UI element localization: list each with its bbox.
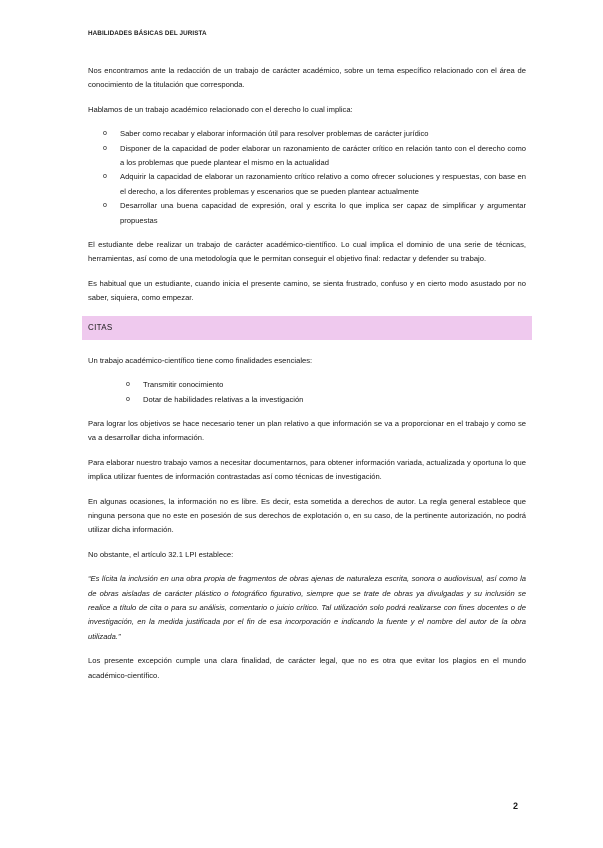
paragraph-student: El estudiante debe realizar un trabajo de carácter académico-científico. Lo cual implica el dominio de una serie de técnicas, herramientas, así como de una metodología que le permitan conseguir el objetivo final: redactar y defender su trabajo. <box>88 240 526 264</box>
paragraph-intro: Nos encontramos ante la redacción de un trabajo de carácter académico, sobre un tema específico relacionado con el área de conocimiento de la titulación que corresponda. <box>88 66 526 90</box>
paragraph-copyright: En algunas ocasiones, la información no es libre. Es decir, esta sometida a derechos de autor. La regla general establece que ninguna persona que no este en posesión de sus derechos de explotación o, en su caso, de la pertinente autorización, no podrá utilizar dicha información. <box>88 496 526 535</box>
paragraph-article: No obstante, el artículo 32.1 LPI establece: <box>88 549 234 559</box>
list-item: o Desarrollar una buena capacidad de expresión, oral y escrita lo que implica ser capaz de simplificar y argumentar propuestas <box>103 201 526 225</box>
bullet-icon: o <box>126 395 130 403</box>
paragraph-habitual: Es habitual que un estudiante, cuando inicia el presente camino, se sienta frustrado, confuso y en cierto modo asustado por no saber, siquiera, como empezar. <box>88 278 526 303</box>
page-number: 2 <box>513 801 519 811</box>
bullet-icon: o <box>103 202 107 210</box>
list-item: o Transmitir conocimiento <box>88 378 526 392</box>
bullet-icon: o <box>103 173 107 181</box>
paragraph-documentation: Para elaborar nuestro trabajo vamos a necesitar documentarnos, para obtener información variada, actualizada y oportuna lo que implica utilizar fuentes de información contrastadas así como técnicas de investigación. <box>88 457 526 482</box>
bullet-icon: o <box>103 130 107 138</box>
purposes-list <box>88 378 526 407</box>
paragraph-purposes: Un trabajo académico-científico tiene como finalidades esenciales: <box>88 355 313 365</box>
legal-quote: “Es lícita la inclusión en una obra propia de fragmentos de obras ajenas de naturaleza escrita, sonora o audiovisual, así como la de obras aisladas de carácter plástico o fotográfico figurativo, siempre que se trate de obras ya divulgadas y su inclusión se realice a título de cita o para su análisis, comentario o juicio crítico. Tal utilización solo podrá realizarse con fines docentes o de investigación, en la medida justificada por el fin de esa incorporación e indicando la fuente y el nombre del autor de la obra utilizada.” <box>88 574 526 641</box>
list-item: o Dotar de habilidades relativas a la investigación <box>88 393 526 407</box>
paragraph-plan: Para lograr los objetivos se hace necesario tener un plan relativo a que información se va a proporcionar en el trabajo y como se va a desarrollar dicha información. <box>88 418 526 443</box>
paragraph-implies: Hablamos de un trabajo académico relacionado con el derecho lo cual implica: <box>88 104 353 114</box>
bullet-icon: o <box>126 381 130 389</box>
page-header: HABILIDADES BÁSICAS DEL JURISTA <box>88 30 207 37</box>
list-item: o Saber como recabar y elaborar información útil para resolver problemas de carácter jurídico <box>88 127 526 141</box>
bullet-icon: o <box>103 144 107 152</box>
list-item: o Adquirir la capacidad de elaborar un razonamiento crítico relativo a como ofrecer soluciones y respuestas, con base en el derecho, a los diferentes problemas y escenarios que se pueden plantear actualmente <box>103 172 526 196</box>
section-heading-citas: CITAS <box>82 316 532 340</box>
list-item: o Disponer de la capacidad de poder elaborar un razonamiento de carácter crítico en relación tanto con el derecho como a los problemas que puede plantear el mismo en la actualidad <box>103 143 526 168</box>
implications-list <box>88 127 526 228</box>
document-body <box>88 64 526 693</box>
paragraph-exception: Los presente excepción cumple una clara finalidad, de carácter legal, que no es otra que evitar los plagios en el mundo académico-científico. <box>88 656 526 680</box>
